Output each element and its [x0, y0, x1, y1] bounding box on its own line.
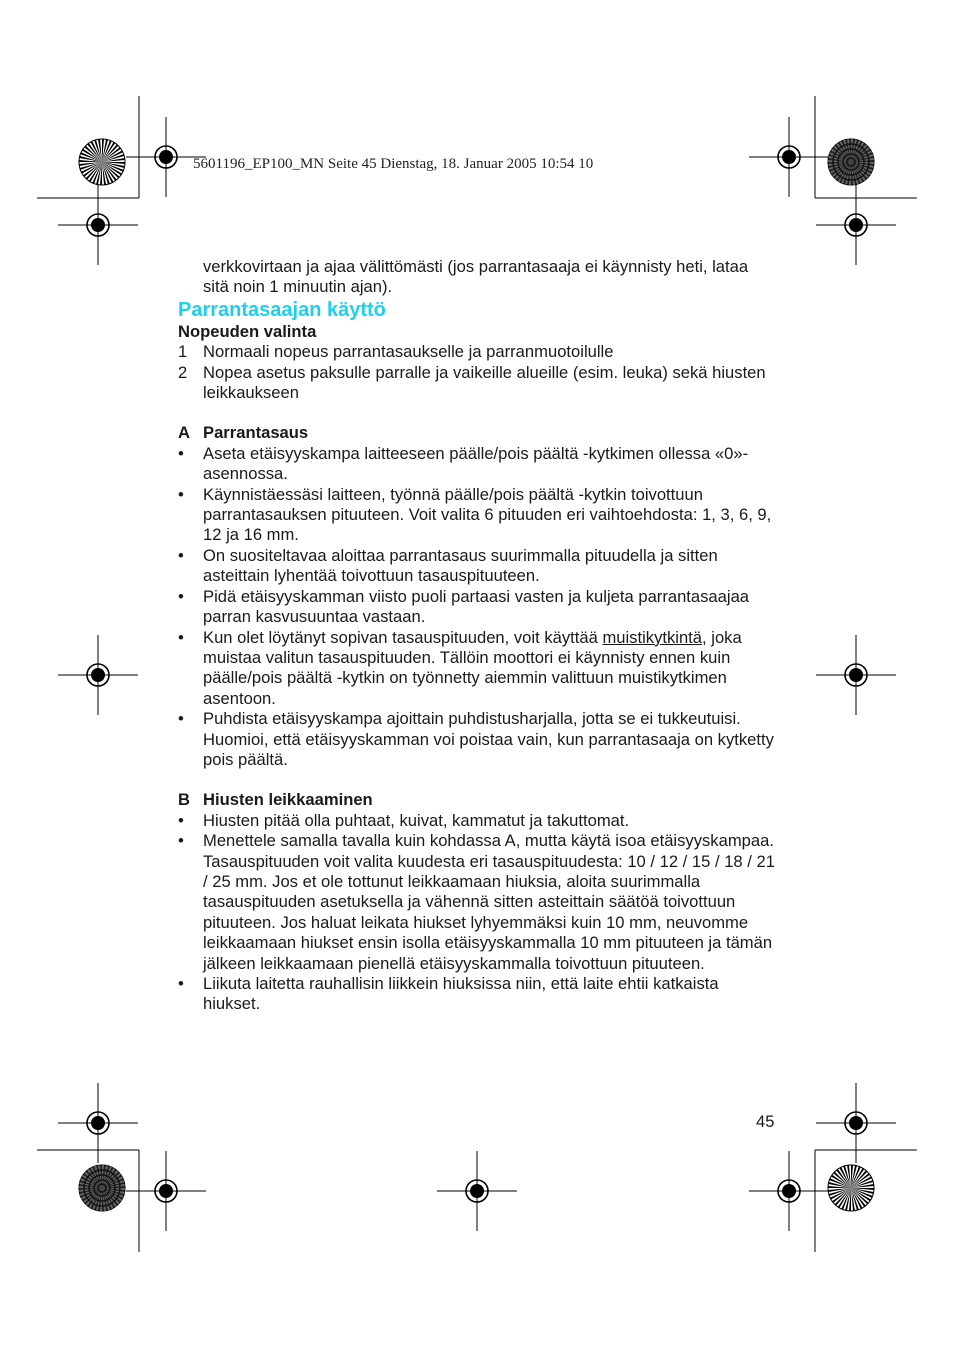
page-number: 45 — [756, 1112, 775, 1131]
starburst-target-icon — [79, 139, 125, 185]
item-text: Normaali nopeus parrantasaukselle ja parranmuotoilulle — [203, 342, 614, 362]
bullet-text: Aseta etäisyyskampa laitteeseen päälle/pois päältä -kytkimen ollessa «0»-asennossa. — [203, 443, 749, 484]
starburst-target-icon — [79, 1165, 125, 1211]
registration-mark-icon — [58, 635, 138, 715]
registration-mark-icon — [749, 117, 829, 197]
bullet-text: Menettele samalla tavalla kuin kohdassa A, mutta käytä isoa etäisyyskampaa. Tasauspituuden voit valita kuudesta eri tasauspituudesta: 10 / 12 / 15 / 18 / 21 / 25 mm. Jos et ole tottunut leikkaamaan hiuksia, aloita suurimmalla tasauspituuden asetuksella ja vähennä sitten asteittain säätöä toivottuun pituuteen. Jos haluat leikata hiukset lyhyemmäksi kuin 10 mm, neuvomme leikkaamaan hiukset ensin isolla etäisyyskammalla 10 mm pituuteen ja tämän jälkeen leikkaamaan pienellä etäisyyskammalla toivottuun pituuteen. — [203, 831, 775, 973]
section-title: Parrantasaajan käyttö — [178, 298, 386, 321]
item-number: 1 — [178, 342, 188, 362]
registration-mark-icon — [58, 1083, 138, 1163]
speed-heading: Nopeuden valinta — [178, 321, 317, 341]
bullet-text: Pidä etäisyyskamman viisto puoli partaasi vasten ja kuljeta parrantasaajaa parran kasvusuuntaa vastaan. — [203, 586, 750, 627]
section-b-heading — [178, 790, 778, 810]
bullet: • — [178, 586, 184, 606]
bullet-text: On suositeltavaa aloittaa parrantasaus suurimmalla pituudella ja sitten asteittain lyhentää toivottuun tasauspituuteen. — [203, 545, 718, 586]
list-item — [178, 587, 778, 628]
bullet: • — [178, 810, 184, 830]
registration-mark-icon — [749, 1151, 829, 1231]
bullet: • — [178, 545, 184, 565]
section-letter: B — [178, 790, 190, 810]
item-text: Nopea asetus paksulle parralle ja vaikeille alueille (esim. leuka) sekä hiusten leikkaukseen — [203, 362, 766, 403]
item-number: 2 — [178, 362, 188, 382]
page-content — [178, 257, 778, 1015]
section-heading-text: Parrantasaus — [203, 423, 309, 443]
section-a-heading — [178, 423, 778, 443]
list-item — [178, 444, 778, 485]
registration-mark-icon — [816, 185, 896, 265]
bullet-text: Hiusten pitää olla puhtaat, kuivat, kammatut ja takuttomat. — [203, 810, 630, 830]
list-item — [178, 363, 778, 404]
list-item — [178, 811, 778, 831]
bullet: • — [178, 709, 184, 729]
list-item — [178, 628, 778, 710]
list-item — [178, 485, 778, 546]
print-header: 5601196_EP100_MN Seite 45 Dienstag, 18. Januar 2005 10:54 10 — [193, 156, 594, 172]
registration-mark-icon — [58, 185, 138, 265]
list-item — [178, 546, 778, 587]
memory-switch-term: muistikytkintä — [602, 627, 703, 647]
starburst-target-icon — [828, 1165, 874, 1211]
bullet-text: Puhdista etäisyyskampa ajoittain puhdistusharjalla, jotta se ei tukkeutuisi. Huomioi, että etäisyyskamman voi poistaa vain, kun parrantasaaja on kytketty pois päältä. — [203, 709, 774, 769]
list-item — [178, 831, 778, 974]
bullet: • — [178, 484, 184, 504]
bullet-text: Liikuta laitetta rauhallisin liikkein hiuksissa niin, että laite ehtii katkaista hiukset. — [203, 974, 719, 1014]
starburst-target-icon — [828, 139, 874, 185]
list-item — [178, 709, 778, 770]
bullet: • — [178, 831, 184, 851]
list-item — [178, 342, 778, 362]
registration-mark-icon — [816, 1083, 896, 1163]
bullet-text: Käynnistäessäsi laitteen, työnnä päälle/pois päältä -kytkin toivottuun parrantasauksen pituuteen. Voit valita 6 pituuden eri vaihtoehdosta: 1, 3, 6, 9, 12 ja 16 mm. — [203, 484, 772, 545]
list-item — [178, 974, 778, 1015]
bullet: • — [178, 974, 184, 993]
bullet-text-before: Kun olet löytänyt sopivan tasauspituuden, voit käyttää — [203, 627, 603, 647]
section-heading-text: Hiusten leikkaaminen — [203, 790, 373, 810]
registration-mark-icon — [437, 1151, 517, 1231]
registration-mark-icon — [816, 635, 896, 715]
bullet-text — [203, 628, 778, 710]
bullet: • — [178, 627, 184, 647]
bullet-text-after: , joka muistaa valitun tasauspituuden. Tällöin moottori ei käynnisty ennen kuin päälle/pois päältä -kytkin on työnnetty aiemmin valittuun muistikytkimen asentoon. — [203, 627, 742, 708]
bullet: • — [178, 443, 184, 463]
section-letter: A — [178, 423, 190, 443]
registration-mark-icon — [126, 1151, 206, 1231]
intro-paragraph: verkkovirtaan ja ajaa välittömästi (jos parrantasaaja ei käynnisty heti, lataa sitä noin 1 minuutin ajan). — [203, 257, 749, 297]
